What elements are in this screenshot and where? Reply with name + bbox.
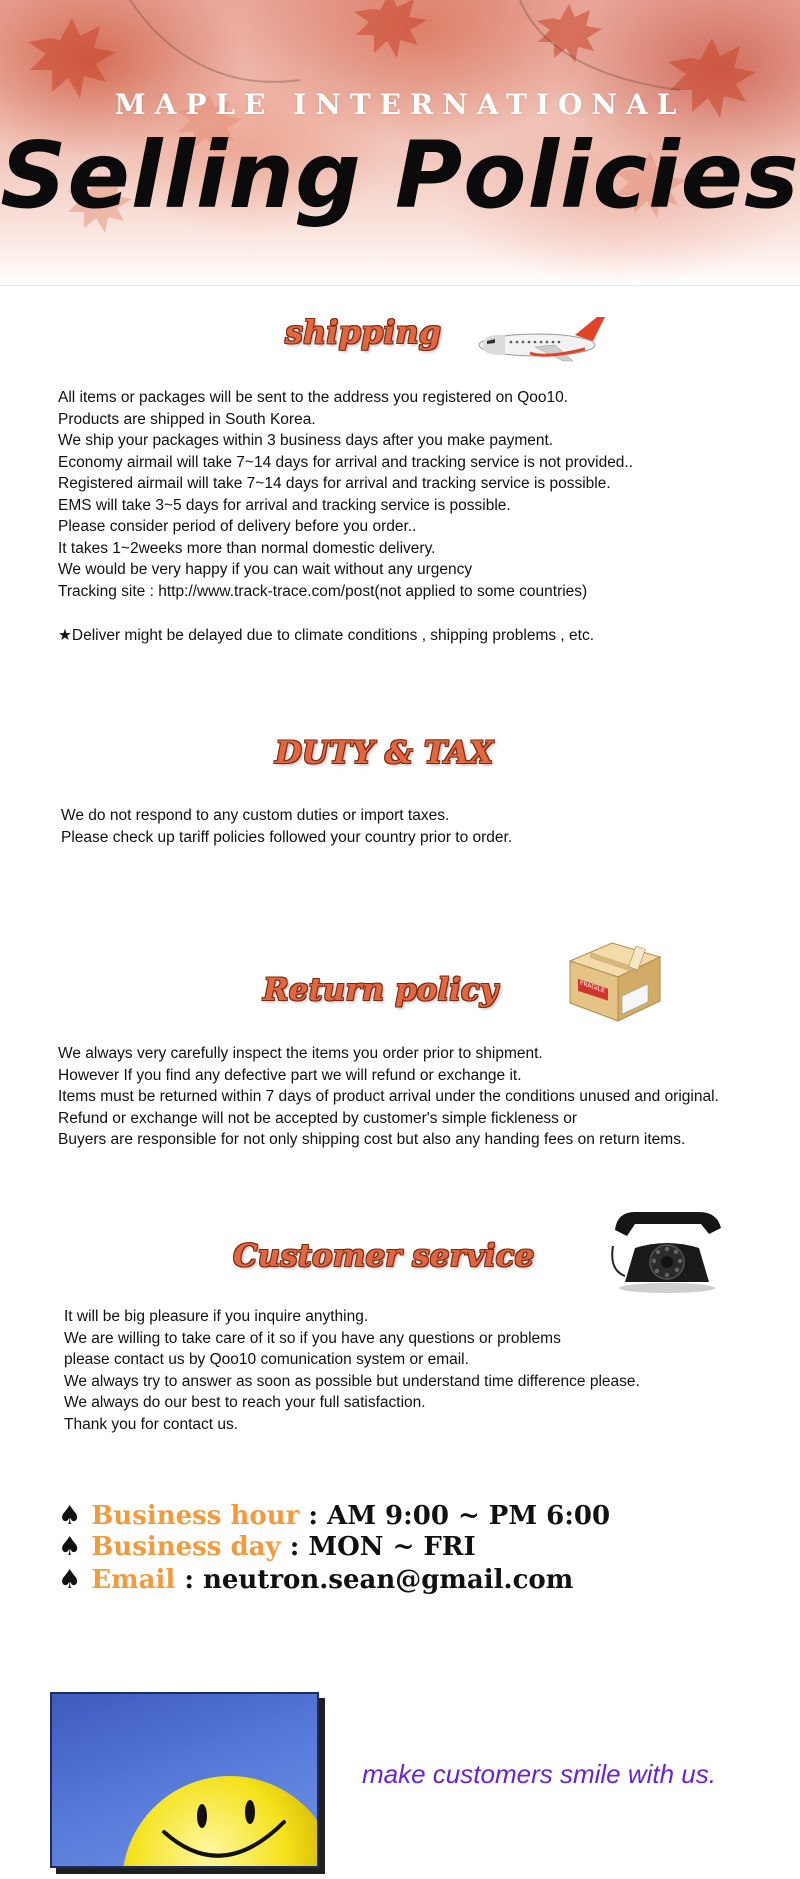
duty-tax-heading: DUTY & TAX — [275, 735, 494, 771]
return-policy-text — [58, 1043, 719, 1151]
shipping-line: We ship your packages within 3 business days after you make payment. — [58, 432, 554, 449]
duty-line: We do not respond to any custom duties or import taxes. — [61, 807, 450, 824]
shipping-heading: shipping — [285, 313, 441, 351]
return-line: However If you find any defective part we will refund or exchange it. — [58, 1066, 522, 1084]
business-day-value: : MON ~ FRI — [289, 1532, 476, 1562]
return-policy-heading: Return policy — [263, 972, 498, 1008]
customer-service-text — [64, 1306, 640, 1435]
customer-line: please contact us by Qoo10 comunication system or email. — [64, 1351, 469, 1368]
shipping-line: Registered airmail will take 7~14 days for arrival and tracking service is possible. — [58, 475, 611, 492]
customer-line: We always try to answer as soon as possible but understand time difference please. — [64, 1372, 640, 1390]
return-line: Buyers are responsible for not only shipping cost but also any handing fees on return items. — [58, 1131, 686, 1148]
header-banner — [0, 0, 800, 286]
business-hour-value: : AM 9:00 ~ PM 6:00 — [308, 1501, 611, 1531]
fragile-label: FRAGILE — [580, 979, 605, 995]
return-line: Items must be returned within 7 days of product arrival under the conditions unused and original. — [58, 1088, 719, 1105]
customer-line: It will be big pleasure if you inquire anything. — [64, 1308, 369, 1325]
email-label: Email — [91, 1565, 176, 1595]
return-line: We always very carefully inspect the items you order prior to shipment. — [58, 1045, 543, 1062]
duty-tax-text — [61, 805, 512, 848]
customer-line: Thank you for contact us. — [64, 1415, 239, 1433]
email-value[interactable]: : neutron.sean@gmail.com — [184, 1565, 574, 1595]
shipping-line: Please consider period of delivery before you order.. — [58, 518, 417, 535]
airplane-icon — [475, 315, 610, 370]
tracking-site-text: Tracking site : http://www.track-trace.com/post(not applied to some countries) — [58, 582, 588, 600]
business-hour-line — [58, 1501, 610, 1531]
shipping-line: We would be very happy if you can wait without any urgency — [58, 561, 473, 578]
email-line — [58, 1565, 573, 1595]
shipping-text — [58, 387, 633, 602]
brand-name: MAPLE INTERNATIONAL — [114, 88, 686, 121]
delivery-note — [58, 625, 594, 647]
business-hour-label: Business hour — [91, 1501, 300, 1531]
shipping-line: Economy airmail will take 7~14 days for arrival and tracking service is not provided.. — [58, 453, 634, 471]
shipping-line: Products are shipped in South Korea. — [58, 410, 316, 428]
shipping-line: It takes 1~2weeks more than normal domestic delivery. — [58, 539, 436, 557]
return-line: Refund or exchange will not be accepted by customer's simple fickleness or — [58, 1109, 578, 1127]
customer-service-heading: Customer service — [233, 1238, 535, 1274]
tagline: make customers smile with us. — [362, 1759, 716, 1789]
shipping-line: EMS will take 3~5 days for arrival and tracking service is possible. — [58, 496, 511, 514]
package-icon — [560, 933, 665, 1028]
business-day-label: Business day — [91, 1532, 281, 1562]
duty-line: Please check up tariff policies followed your country prior to order. — [61, 828, 513, 846]
delivery-note-text: ★Deliver might be delayed due to climate conditions , shipping problems , etc. — [58, 627, 595, 644]
page-title: Selling Policies — [0, 122, 800, 229]
spade-icon: ♠ — [58, 1565, 82, 1595]
customer-line: We always do our best to reach your full satisfaction. — [64, 1394, 426, 1411]
spade-icon: ♠ — [58, 1532, 82, 1562]
smiley-balloon-icon — [50, 1692, 319, 1868]
spade-icon: ♠ — [58, 1501, 82, 1531]
shipping-line: All items or packages will be sent to the address you registered on Qoo10. — [58, 389, 569, 406]
business-day-line — [58, 1532, 476, 1562]
telephone-icon — [605, 1200, 730, 1300]
customer-line: We are willing to take care of it so if you have any questions or problems — [64, 1329, 561, 1347]
